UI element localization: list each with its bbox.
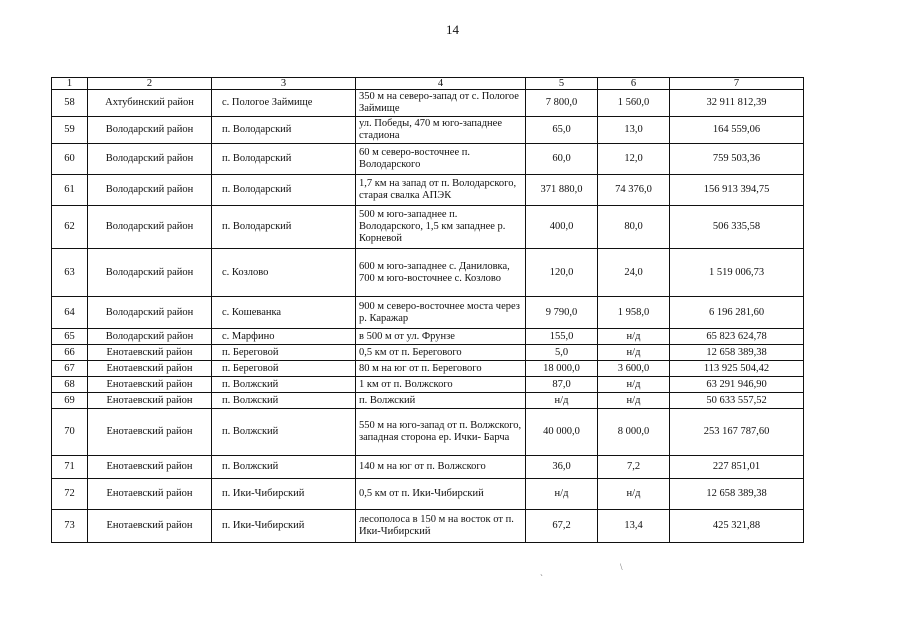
settlement-cell: с. Кошеванка — [212, 297, 356, 329]
col7-cell: 65 823 624,78 — [670, 329, 804, 345]
col6-cell: 13,4 — [598, 510, 670, 543]
row-number: 70 — [52, 409, 88, 456]
location-cell: ул. Победы, 470 м юго-западнее стадиона — [356, 117, 526, 144]
col7-cell: 759 503,36 — [670, 144, 804, 175]
district-cell: Енотаевский район — [88, 479, 212, 510]
district-cell: Володарский район — [88, 206, 212, 249]
col7-cell: 253 167 787,60 — [670, 409, 804, 456]
scan-speck: \ — [620, 562, 623, 572]
location-cell: лесополоса в 150 м на восток от п. Ики-Чибирский — [356, 510, 526, 543]
header-cell: 6 — [598, 78, 670, 90]
table-row — [52, 249, 804, 297]
district-cell: Енотаевский район — [88, 345, 212, 361]
settlement-cell: п. Ики-Чибирский — [212, 479, 356, 510]
settlement-cell: п. Володарский — [212, 175, 356, 206]
row-number: 58 — [52, 90, 88, 117]
location-cell: 60 м северо-восточнее п. Володарского — [356, 144, 526, 175]
settlement-cell: с. Пологое Займище — [212, 90, 356, 117]
location-cell: 0,5 км от п. Ики-Чибирский — [356, 479, 526, 510]
col5-cell: 400,0 — [526, 206, 598, 249]
header-cell: 5 — [526, 78, 598, 90]
header-row — [52, 78, 804, 90]
district-cell: Енотаевский район — [88, 510, 212, 543]
header-cell: 3 — [212, 78, 356, 90]
row-number: 71 — [52, 456, 88, 479]
row-number: 72 — [52, 479, 88, 510]
location-cell: 1 км от п. Волжского — [356, 377, 526, 393]
col6-cell: 1 958,0 — [598, 297, 670, 329]
row-number: 69 — [52, 393, 88, 409]
col6-cell: 3 600,0 — [598, 361, 670, 377]
col5-cell: 60,0 — [526, 144, 598, 175]
table-row — [52, 456, 804, 479]
table-row — [52, 329, 804, 345]
settlement-cell: п. Береговой — [212, 361, 356, 377]
col7-cell: 63 291 946,90 — [670, 377, 804, 393]
location-cell: п. Волжский — [356, 393, 526, 409]
col6-cell: 13,0 — [598, 117, 670, 144]
table-row — [52, 144, 804, 175]
table-row — [52, 377, 804, 393]
col5-cell: 7 800,0 — [526, 90, 598, 117]
col7-cell: 156 913 394,75 — [670, 175, 804, 206]
table-row — [52, 117, 804, 144]
row-number: 62 — [52, 206, 88, 249]
col6-cell: н/д — [598, 345, 670, 361]
col6-cell: н/д — [598, 479, 670, 510]
col7-cell: 32 911 812,39 — [670, 90, 804, 117]
col7-cell: 50 633 557,52 — [670, 393, 804, 409]
settlement-cell: п. Володарский — [212, 117, 356, 144]
location-cell: 550 м на юго-запад от п. Волжского, западная сторона ер. Ички- Барча — [356, 409, 526, 456]
row-number: 68 — [52, 377, 88, 393]
col5-cell: 120,0 — [526, 249, 598, 297]
col6-cell: н/д — [598, 329, 670, 345]
col5-cell: 65,0 — [526, 117, 598, 144]
settlement-cell: п. Волжский — [212, 409, 356, 456]
table-row — [52, 510, 804, 543]
page-number: 14 — [446, 22, 459, 37]
district-cell: Енотаевский район — [88, 361, 212, 377]
row-number: 63 — [52, 249, 88, 297]
settlement-cell: п. Волжский — [212, 377, 356, 393]
col6-cell: 12,0 — [598, 144, 670, 175]
settlement-cell: п. Береговой — [212, 345, 356, 361]
table-row — [52, 361, 804, 377]
district-cell: Володарский район — [88, 144, 212, 175]
col6-cell: 1 560,0 — [598, 90, 670, 117]
col6-cell: 7,2 — [598, 456, 670, 479]
row-number: 60 — [52, 144, 88, 175]
location-cell: 500 м юго-западнее п. Володарского, 1,5 км западнее р. Корневой — [356, 206, 526, 249]
table-row — [52, 206, 804, 249]
col6-cell: 8 000,0 — [598, 409, 670, 456]
scan-speck: ˎ — [540, 566, 543, 576]
location-cell: 350 м на северо-запад от с. Пологое Займище — [356, 90, 526, 117]
col6-cell: 24,0 — [598, 249, 670, 297]
location-cell: 900 м северо-восточнее моста через р. Каражар — [356, 297, 526, 329]
district-cell: Енотаевский район — [88, 377, 212, 393]
col7-cell: 12 658 389,38 — [670, 479, 804, 510]
district-cell: Володарский район — [88, 175, 212, 206]
row-number: 59 — [52, 117, 88, 144]
col7-cell: 113 925 504,42 — [670, 361, 804, 377]
col7-cell: 506 335,58 — [670, 206, 804, 249]
col7-cell: 1 519 006,73 — [670, 249, 804, 297]
table-row — [52, 175, 804, 206]
location-cell: 140 м на юг от п. Волжского — [356, 456, 526, 479]
location-cell: 600 м юго-западнее с. Даниловка, 700 м юго-восточнее с. Козлово — [356, 249, 526, 297]
settlement-cell: п. Ики-Чибирский — [212, 510, 356, 543]
col5-cell: н/д — [526, 479, 598, 510]
district-cell: Володарский район — [88, 249, 212, 297]
district-cell: Володарский район — [88, 297, 212, 329]
col6-cell: 74 376,0 — [598, 175, 670, 206]
header-cell: 4 — [356, 78, 526, 90]
district-cell: Ахтубинский район — [88, 90, 212, 117]
landfill-table — [51, 77, 804, 543]
col7-cell: 164 559,06 — [670, 117, 804, 144]
col6-cell: н/д — [598, 377, 670, 393]
settlement-cell: п. Волжский — [212, 456, 356, 479]
row-number: 61 — [52, 175, 88, 206]
col7-cell: 6 196 281,60 — [670, 297, 804, 329]
row-number: 66 — [52, 345, 88, 361]
settlement-cell: п. Володарский — [212, 206, 356, 249]
header-cell: 1 — [52, 78, 88, 90]
col7-cell: 425 321,88 — [670, 510, 804, 543]
row-number: 67 — [52, 361, 88, 377]
district-cell: Володарский район — [88, 117, 212, 144]
location-cell: в 500 м от ул. Фрунзе — [356, 329, 526, 345]
col5-cell: 155,0 — [526, 329, 598, 345]
col5-cell: 371 880,0 — [526, 175, 598, 206]
location-cell: 0,5 км от п. Берегового — [356, 345, 526, 361]
location-cell: 80 м на юг от п. Берегового — [356, 361, 526, 377]
location-cell: 1,7 км на запад от п. Володарского, старая свалка АПЭК — [356, 175, 526, 206]
col5-cell: 9 790,0 — [526, 297, 598, 329]
col6-cell: н/д — [598, 393, 670, 409]
settlement-cell: с. Козлово — [212, 249, 356, 297]
col5-cell: 67,2 — [526, 510, 598, 543]
district-cell: Енотаевский район — [88, 409, 212, 456]
row-number: 64 — [52, 297, 88, 329]
col5-cell: 87,0 — [526, 377, 598, 393]
district-cell: Володарский район — [88, 329, 212, 345]
row-number: 65 — [52, 329, 88, 345]
row-number: 73 — [52, 510, 88, 543]
district-cell: Енотаевский район — [88, 393, 212, 409]
settlement-cell: п. Володарский — [212, 144, 356, 175]
header-cell: 7 — [670, 78, 804, 90]
col5-cell: 5,0 — [526, 345, 598, 361]
table-row — [52, 297, 804, 329]
settlement-cell: с. Марфино — [212, 329, 356, 345]
settlement-cell: п. Волжский — [212, 393, 356, 409]
table-row — [52, 345, 804, 361]
col7-cell: 12 658 389,38 — [670, 345, 804, 361]
col7-cell: 227 851,01 — [670, 456, 804, 479]
table-row — [52, 479, 804, 510]
col5-cell: 18 000,0 — [526, 361, 598, 377]
col5-cell: 36,0 — [526, 456, 598, 479]
table-row — [52, 90, 804, 117]
col6-cell: 80,0 — [598, 206, 670, 249]
header-cell: 2 — [88, 78, 212, 90]
col5-cell: н/д — [526, 393, 598, 409]
table-row — [52, 409, 804, 456]
district-cell: Енотаевский район — [88, 456, 212, 479]
col5-cell: 40 000,0 — [526, 409, 598, 456]
table-row — [52, 393, 804, 409]
